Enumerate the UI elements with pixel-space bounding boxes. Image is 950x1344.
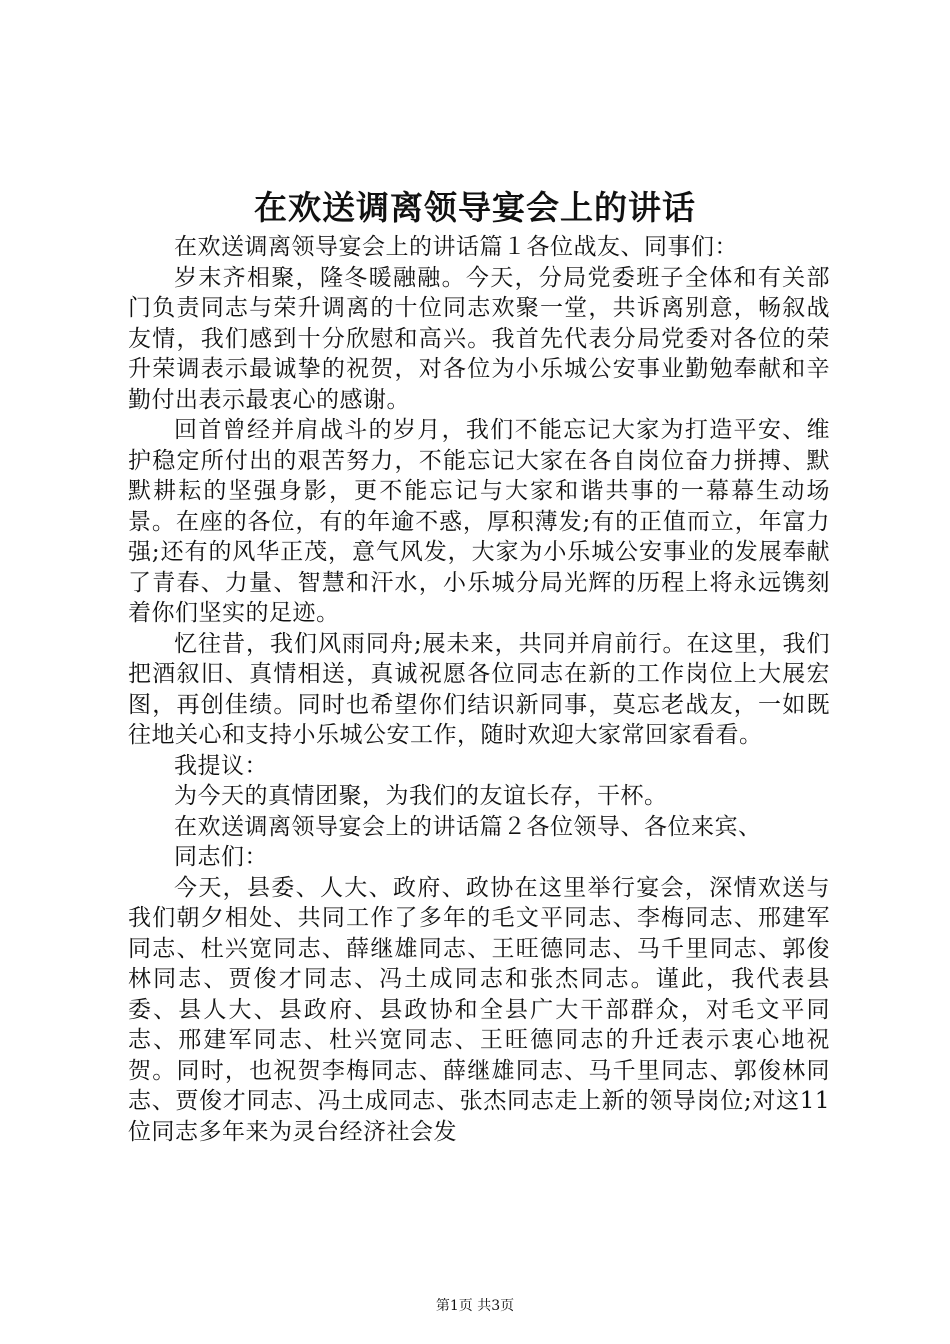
page-title: 在欢送调离领导宴会上的讲话 bbox=[254, 188, 696, 227]
paragraph: 今天，县委、人大、政府、政协在这里举行宴会，深情欢送与我们朝夕相处、共同工作了多年的毛文平同志、李梅同志、邢建军同志、杜兴宽同志、薛继雄同志、王旺德同志、马千里同志、郭俊林同志、贾俊才同志、冯土成同志和张杰同志。谨此，我代表县委、县人大、县政府、县政协和全县广大干部群众，对毛文平同志、邢建军同志、杜兴宽同志、王旺德同志的升迁表示衷心地祝贺。同时，也祝贺李梅同志、薛继雄同志、马千里同志、郭俊林同志、贾俊才同志、冯土成同志、张杰同志走上新的领导岗位;对这11位同志多年来为灵台经济社会发 bbox=[128, 874, 830, 1145]
paragraph: 在欢送调离领导宴会上的讲话篇１各位战友、同事们： bbox=[174, 234, 738, 260]
paragraph: 回首曾经并肩战斗的岁月，我们不能忘记大家为打造平安、维护稳定所付出的艰苦努力，不能忘记大家在各自岗位奋力拼搏、默默耕耘的坚强身影，更不能忘记与大家和谐共事的一幕幕生动场景。在座的各位，有的年逾不惑，厚积薄发;有的正值而立，年富力强;还有的风华正茂，意气风发，大家为小乐城公安事业的发展奉献了青春、力量、智慧和汗水，小乐城分局光辉的历程上将永远镌刻着你们坚实的足迹。 bbox=[128, 417, 830, 626]
paragraph: 我提议： bbox=[174, 752, 268, 779]
paragraph: 为今天的真情团聚，为我们的友谊长存，干杯。 bbox=[174, 783, 668, 809]
paragraph: 忆往昔，我们风雨同舟;展未来，共同并肩前行。在这里，我们把酒叙旧、真情相送，真诚祝愿各位同志在新的工作岗位上大展宏图，再创佳绩。同时也希望你们结识新同事，莫忘老战友，一如既往地关心和支持小乐城公安工作，随时欢迎大家常回家看看。 bbox=[128, 630, 830, 748]
page-number-footer: 第1页 共3页 bbox=[435, 1298, 515, 1314]
paragraph: 岁末齐相聚，隆冬暖融融。今天，分局党委班子全体和有关部门负责同志与荣升调离的十位同志欢聚一堂，共诉离别意，畅叙战友情，我们感到十分欣慰和高兴。我首先代表分局党委对各位的荣升荣调表示最诚挚的祝贺，对各位为小乐城公安事业勤勉奉献和辛勤付出表示最衷心的感谢。 bbox=[128, 264, 830, 413]
document-body bbox=[128, 232, 830, 1147]
paragraph: 在欢送调离领导宴会上的讲话篇２各位领导、各位来宾、 bbox=[174, 813, 762, 840]
paragraph: 同志们： bbox=[174, 844, 268, 870]
